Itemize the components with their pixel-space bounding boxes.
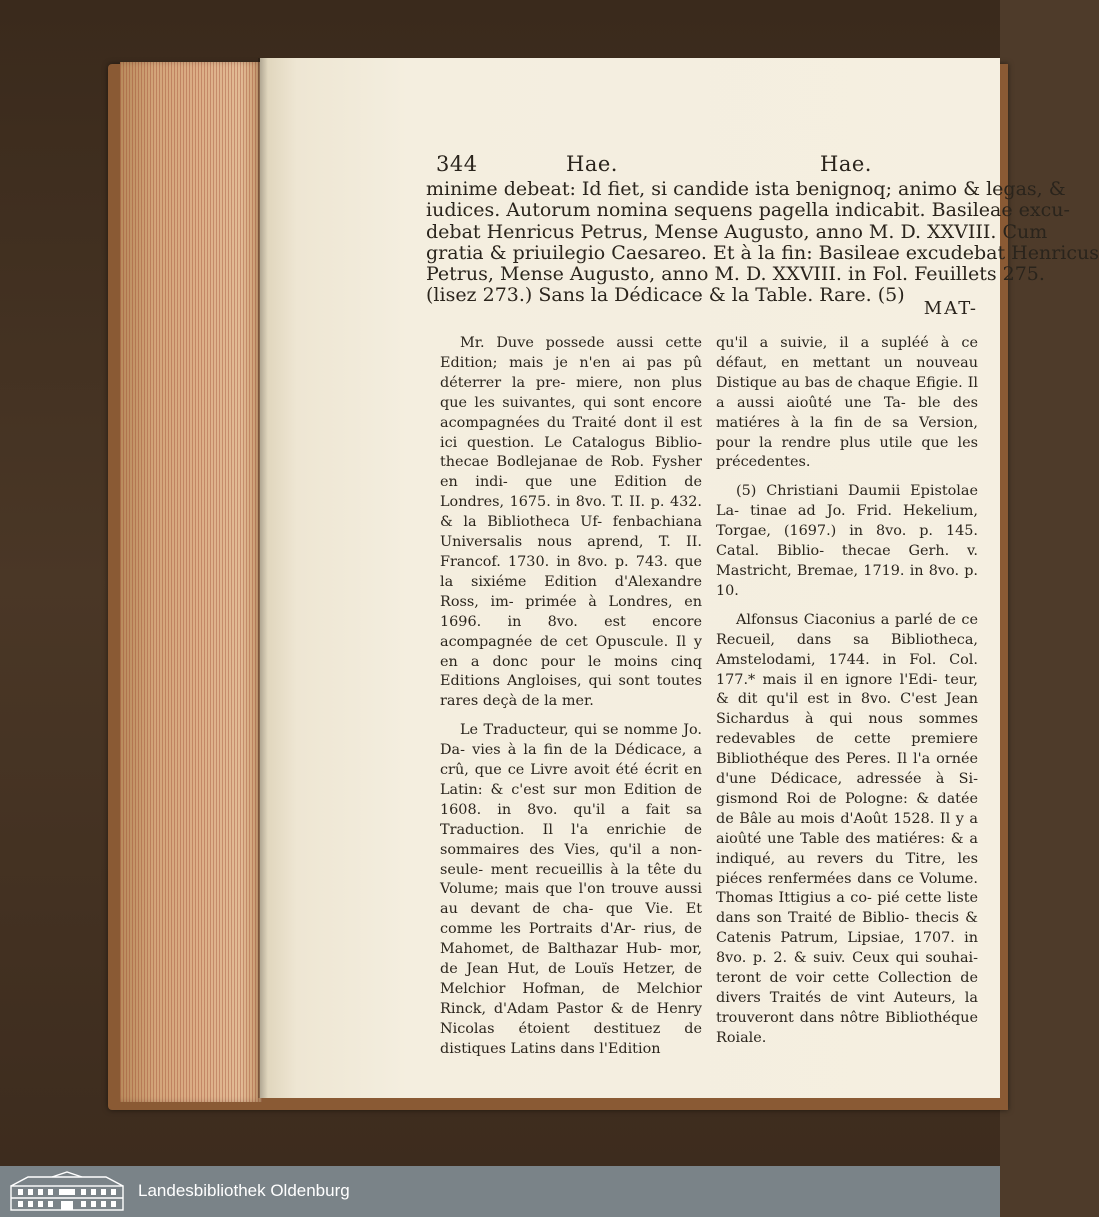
catchword: MAT- [923, 298, 978, 319]
title-line: gratia & priuilegio Caesareo. Et à la fin: Basileae excudebat Henricus [426, 241, 1099, 264]
text-line: teur, & dit qu'il est in 8vo. C'est Jean [716, 671, 978, 708]
text-line: miere, non plus que les suivantes, qui [440, 374, 702, 411]
footer-bar [0, 1166, 1000, 1217]
text-line: d'Adam Pastor & de Henry Nicolas étoient [440, 1000, 702, 1037]
text-line: Sichardus à qui nous sommes redevables [716, 711, 978, 748]
text-line: fait sa Traduction. Il l'a enrichie de [440, 801, 702, 838]
title-line: iudices. Autorum nomina sequens pagella indicabit. Basileae excu- [426, 199, 1070, 222]
title-entry [426, 178, 1099, 307]
text-line: gismond Roi de Pologne: & datée de [716, 790, 978, 827]
text-line: que Vie. Et comme les Portraits d'Ar- [440, 901, 703, 938]
text-line: revers du Titre, les piéces renfermées [716, 850, 978, 887]
paragraph [716, 611, 978, 1049]
text-line: ble des matiéres à la fin de sa Version, pour [716, 394, 978, 451]
text-line: mor, de Jean Hut, de Louïs Hetzer, de [440, 941, 702, 978]
text-line: que l'on trouve aussi au devant de cha- [440, 881, 703, 918]
text-line: Melchior Hofman, de Melchior Rinck, [440, 981, 702, 1017]
page-edges [120, 62, 262, 1102]
text-line: sixiéme Edition d'Alexandre Ross, im- [440, 573, 703, 610]
text-line: teront de voir cette Collection de divers [716, 970, 978, 1006]
book-page [260, 58, 1099, 1098]
text-line: thecis & Catenis Patrum, Lipsiae, 1707. [716, 910, 978, 947]
text-line: mais je n'en ai pas pû déterrer la pre- [440, 354, 702, 391]
paragraph [440, 721, 702, 1059]
text-line: destituez de distiques Latins dans l'Edition [440, 1020, 702, 1057]
paragraph [716, 334, 978, 473]
running-header [436, 152, 976, 180]
text-line: ce Livre avoit été écrit en Latin: & c'est [440, 762, 702, 798]
text-line: tinae ad Jo. Frid. Hekelium, Torgae, [716, 503, 978, 540]
text-line: y en a donc pour le moins cinq Editions [440, 633, 703, 690]
text-line: encore acompagnée de cet Opuscule. Il [440, 613, 703, 650]
text-line: dans ce Volume. Thomas Ittigius a co- [716, 870, 979, 907]
text-line: Francof. 1730. in 8vo. p. 743. que la [440, 553, 702, 590]
text-line: la rendre plus utile que les précedentes. [716, 434, 978, 471]
text-line: une Table des matiéres: & a indiqué, au [716, 830, 978, 867]
text-line: thecae Gerh. v. Mastricht, Bremae, 1719. [716, 543, 978, 579]
text-line: in Fol. Col. 177.* mais il en ignore l'Edi- [716, 651, 978, 688]
text-line: sur mon Edition de 1608. in 8vo. qu'il a [440, 781, 703, 818]
text-line: (1697.) in 8vo. p. 145. Catal. Biblio- [716, 523, 978, 560]
paragraph [440, 334, 702, 712]
text-line: ment recueillis à la tête du Volume; mais [440, 861, 702, 898]
text-line: Alfonsus Ciaconius a parlé de ce Recueil, [716, 611, 978, 648]
text-line: in 8vo. p. 10. [716, 562, 978, 599]
title-line: (lisez 273.) Sans la Dédicace & la Table. Rare. (5) [426, 284, 905, 307]
text-line: pié cette liste dans son Traité de Biblio- [716, 890, 979, 927]
text-line: (5) Christiani Daumii Epistolae La- [716, 483, 978, 520]
title-line: Petrus, Mense Augusto, anno M. D. XXVIII. in Fol. Feuillets 275. [426, 263, 1045, 286]
text-line: Bâle au mois d'Août 1528. Il y a aioûté [716, 810, 978, 847]
page-number: 344 [436, 152, 478, 176]
text-line: est ici question. Le Catalogus Biblio- [440, 414, 702, 451]
text-line: in 8vo. p. 2. & suiv. Ceux qui souhai- [716, 930, 978, 967]
text-line: Le Traducteur, qui se nomme Jo. Da- [440, 722, 702, 759]
text-line: vies à la fin de la Dédicace, a crû, que [440, 742, 702, 779]
paragraph [716, 482, 978, 601]
text-line: sommaires des Vies, qu'il a non-seule- [440, 841, 702, 878]
text-line: que une Edition de Londres, 1675. in [440, 474, 702, 511]
text-line: dans sa Bibliotheca, Amstelodami, 1744. [716, 631, 978, 668]
title-line: debat Henricus Petrus, Mense Augusto, anno M. D. XXVIII. Cum [426, 220, 1048, 243]
text-line: 8vo. T. II. p. 432. & la Bibliotheca Uf- [440, 494, 702, 531]
running-head-right: Hae. [820, 152, 872, 176]
library-name: Landesbibliothek Oldenburg [138, 1181, 350, 1200]
text-line: Il l'a ornée d'une Dédicace, adressée à Si- [716, 751, 978, 788]
text-line: Angloises, qui sont toutes rares deçà de [440, 673, 702, 710]
left-column [440, 334, 702, 1069]
text-line: rius, de Mahomet, de Balthazar Hub- [440, 921, 703, 958]
running-head-left: Hae. [566, 152, 618, 176]
library-building-logo-icon [8, 1172, 126, 1212]
text-line: chaque Efigie. Il a aussi aioûté une Ta- [716, 374, 979, 411]
text-line: qu'il a suivie, il a supléé à ce défaut, en [716, 335, 978, 371]
text-line: la mer. [544, 693, 594, 710]
text-line: de cette premiere Bibliothéque des Peres. [716, 731, 979, 768]
text-line: mettant un nouveau Distique au bas de [716, 354, 978, 391]
text-line: Traités de vint Auteurs, la trouveront [716, 990, 978, 1026]
text-line: dans nôtre Bibliothéque Roiale. [716, 1009, 979, 1046]
text-line: sont encore acompagnées du Traité dont il [440, 394, 702, 431]
text-line: primée à Londres, en 1696. in 8vo. est [440, 593, 703, 630]
right-column [716, 334, 978, 1058]
gutter-shadow [258, 58, 268, 1098]
text-line: fenbachiana Universalis nous aprend, T. II. [440, 514, 703, 551]
text-line: Mr. Duve possede aussi cette Edition; [440, 335, 702, 371]
title-line: minime debeat: Id fiet, si candide ista benignoq; animo & legas, & [426, 178, 1066, 200]
text-line: thecae Bodlejanae de Rob. Fysher en indi- [440, 454, 702, 491]
